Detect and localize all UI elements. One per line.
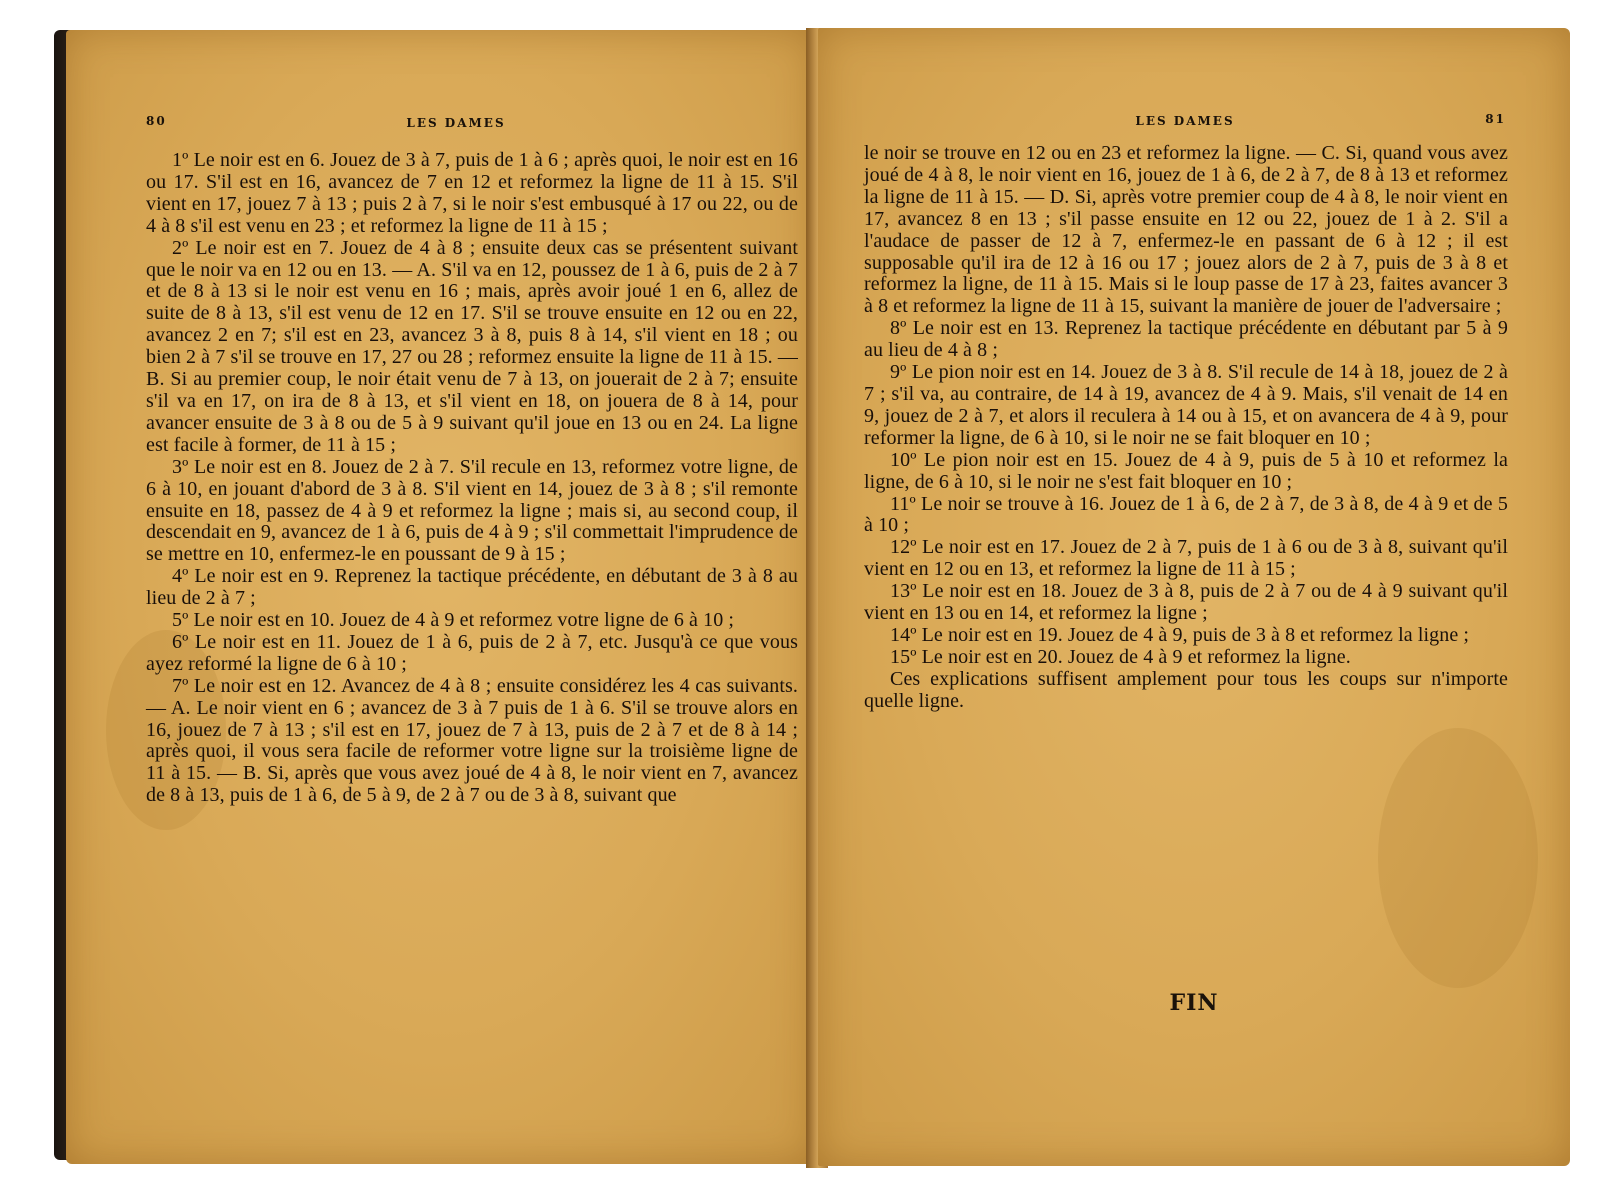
paragraph-closing-remark: Ces explications suffisent amplement pour tous les coups sur n'importe quelle ligne. xyxy=(864,667,1508,712)
paragraph-15: 15º Le noir est en 20. Jouez de 4 à 9 et reformez la ligne. xyxy=(890,645,1351,668)
paragraph-5: 5º Le noir est en 10. Jouez de 4 à 9 et reformez votre ligne de 6 à 10 ; xyxy=(172,609,735,632)
paragraph-continuation: le noir se trouve en 12 ou en 23 et reformez la ligne. — C. Si, quand vous avez joué de 4 à 8, le noir vient en 16, jouez de 1 à 6, de 2 à 7, de 8 à 13 et reformez la ligne de 11 à 15. — D. Si, après votre premier coup de 4 à 8, le noir vient en 17, avancez 8 en 13 ; s'il passe ensuite en 12 ou 22, jouez de 1 à 2. S'il a l'audace de passer de 12 à 7, enfermez-le en passant de 6 à 12 ; il est supposable qu'il ira de 12 à 16 ou 17 ; jouez alors de 2 à 7, puis de 3 à 8 et reformez la ligne, de 11 à 15. Mais si le loup passe de 17 à 23, faites avancer 3 à 8 et reformez la ligne de 11 à 15, suivant la manière de jouer de l'adversaire ; xyxy=(864,142,1508,318)
paragraph-13: 13º Le noir est en 18. Jouez de 3 à 8, puis de 2 à 7 ou de 4 à 9 suivant qu'il vient en 13 ou en 14, et reformez la ligne ; xyxy=(864,580,1508,625)
right-page-text xyxy=(864,143,1508,713)
paragraph-9: 9º Le pion noir est en 14. Jouez de 3 à 8. S'il recule de 14 à 18, jouez de 2 à 7 ; s'il va, au contraire, de 14 à 19, avancez de 4 à 9. Mais, s'il venait de 14 en 9, jouez de 2 à 7, et alors il reculera à 14 ou à 15, et on avancera de 4 à 9, pour reformer la ligne, de 6 à 10, si le noir ne se fait bloquer en 10 ; xyxy=(864,361,1508,449)
left-page-text xyxy=(146,150,798,807)
end-mark: FIN xyxy=(1169,990,1219,1016)
paragraph-10: 10º Le pion noir est en 15. Jouez de 4 à 9, puis de 5 à 10 et reformez la ligne, de 6 à 10, si le noir ne s'est fait bloquer en 10 ; xyxy=(864,448,1508,493)
paragraph-3: 3º Le noir est en 8. Jouez de 2 à 7. S'il recule en 13, reformez votre ligne, de 6 à 10, en jouant d'abord de 3 à 8. S'il vient en 14, jouez de 3 à 8 ; s'il remonte ensuite en 18, passez de 4 à 9 et reformez la ligne ; mais si, au second coup, il descendait en 9, avancez de 1 à 6, puis de 4 à 9 ; s'il commettait l'imprudence de se mettre en 10, enfermez-le en poussant de 9 à 15 ; xyxy=(146,455,798,566)
left-page-header xyxy=(146,114,766,134)
left-page xyxy=(66,30,814,1164)
paragraph-1: 1º Le noir est en 6. Jouez de 3 à 7, puis de 1 à 6 ; après quoi, le noir est en 16 ou 17. S'il est en 16, avancez de 7 en 12 et reformez la ligne de 11 à 15. S'il vient en 17, jouez 7 à 13 ; puis 2 à 7, si le noir s'est embusqué à 17 ou 22, ou de 4 à 8 s'il est venu en 23 ; et reformez la ligne de 11 à 15 ; xyxy=(146,149,798,237)
paragraph-14: 14º Le noir est en 19. Jouez de 4 à 9, puis de 3 à 8 et reformez la ligne ; xyxy=(890,623,1470,646)
left-running-head: LES DAMES xyxy=(406,116,506,130)
paragraph-8: 8º Le noir est en 13. Reprenez la tactique précédente en débutant par 5 à 9 au lieu de 4 à 8 ; xyxy=(864,317,1508,362)
right-page xyxy=(818,28,1570,1166)
paragraph-12: 12º Le noir est en 17. Jouez de 2 à 7, puis de 1 à 6 ou de 3 à 8, suivant qu'il vient en 12 ou en 13, et reformez la ligne de 11 à 15 ; xyxy=(864,536,1508,581)
right-page-header xyxy=(864,112,1506,132)
paragraph-6: 6º Le noir est en 11. Jouez de 1 à 6, puis de 2 à 7, etc. Jusqu'à ce que vous ayez reformé la ligne de 6 à 10 ; xyxy=(146,630,798,675)
right-running-head: LES DAMES xyxy=(1135,114,1235,128)
paragraph-11: 11º Le noir se trouve à 16. Jouez de 1 à 6, de 2 à 7, de 3 à 8, de 4 à 9 et de 5 à 10 ; xyxy=(864,492,1508,537)
paragraph-4: 4º Le noir est en 9. Reprenez la tactique précédente, en débutant de 3 à 8 au lieu de 2 à 7 ; xyxy=(146,565,798,610)
right-page-number: 81 xyxy=(1485,112,1506,126)
paragraph-7: 7º Le noir est en 12. Avancez de 4 à 8 ; ensuite considérez les 4 cas suivants. — A. Le noir vient en 6 ; avancez de 3 à 7 puis de 1 à 6. S'il se trouve alors en 16, jouez de 7 à 13 ; s'il est en 17, jouez de 7 à 13, puis de 2 à 7 et de 8 à 14 ; après quoi, il vous sera facile de reformer votre ligne sur la troisième ligne de 11 à 15. — B. Si, après que vous avez joué de 4 à 8, le noir vient en 7, avancez de 8 à 13, puis de 1 à 6, de 5 à 9, de 2 à 7 ou de 3 à 8, suivant que xyxy=(146,674,798,807)
paper-stain xyxy=(1378,728,1538,988)
left-page-number: 80 xyxy=(146,114,167,128)
paragraph-2: 2º Le noir est en 7. Jouez de 4 à 8 ; ensuite deux cas se présentent suivant que le noir va en 12 ou en 13. — A. S'il va en 12, poussez de 1 à 6, puis de 2 à 7 et de 8 à 13 si le noir est venu en 16 ; mais, après avoir joué 1 en 6, allez de suite de 8 à 13, s'il est venu de 12 en 17. S'il se trouve ensuite en 12 ou en 22, avancez 2 en 7; s'il est en 23, avancez 3 à 8, puis 8 à 14, s'il vient en 18 ; ou bien 2 à 7 s'il se trouve en 17, 27 ou 28 ; reformez ensuite la ligne de 11 à 15. — B. Si au premier coup, le noir était venu de 7 à 13, on jouerait de 2 à 7; ensuite s'il va en 17, on ira de 8 à 13, et s'il vient en 18, on jouera de 8 à 14, pour avancer ensuite de 3 à 8 ou de 5 à 9 suivant qu'il joue en 13 ou en 24. La ligne est facile à former, de 11 à 15 ; xyxy=(146,236,798,456)
